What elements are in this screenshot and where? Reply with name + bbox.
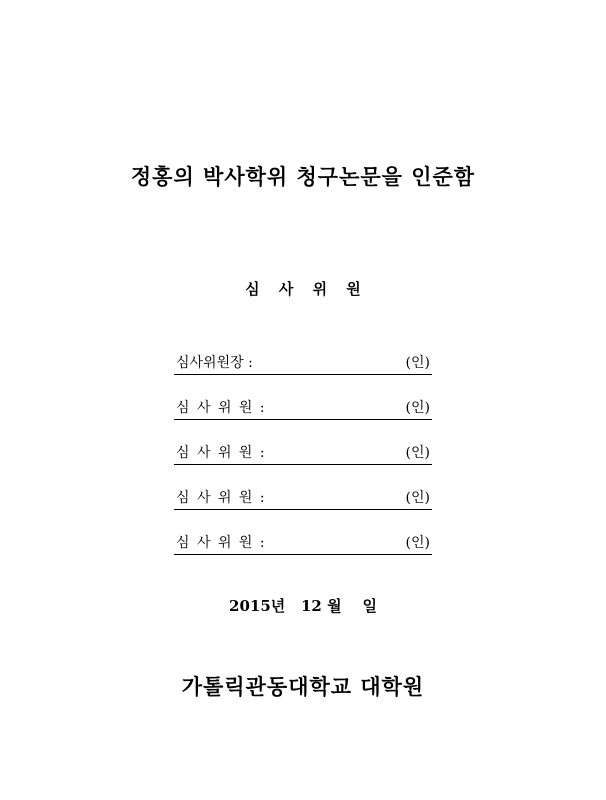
seal-mark: (인)	[405, 355, 430, 371]
university-name: 가톨릭관동대학교 대학원	[181, 674, 425, 699]
approval-date	[0, 595, 606, 617]
seal-mark: (인)	[405, 535, 430, 551]
signature-label: 심사위원장 :	[176, 355, 253, 371]
date-month-unit: 월	[327, 597, 342, 615]
signature-line-member-4	[174, 532, 432, 555]
signature-label: 심 사 위 원 :	[176, 445, 265, 461]
signature-label: 심 사 위 원 :	[176, 535, 265, 551]
signature-line-member-3	[174, 487, 432, 510]
date-year: 2015년	[229, 597, 286, 615]
committee-heading: 심 사 위 원	[245, 280, 361, 298]
signature-line-member-2	[174, 442, 432, 465]
seal-mark: (인)	[405, 490, 430, 506]
thesis-approval-title: 정홍의 박사학위 청구논문을 인준함	[130, 164, 476, 189]
date-day-unit: 일	[362, 597, 377, 615]
signature-line-member-1	[174, 397, 432, 420]
seal-mark: (인)	[405, 400, 430, 416]
signature-line-chair	[174, 352, 432, 375]
date-month-number: 12	[300, 597, 322, 615]
signature-label: 심 사 위 원 :	[176, 400, 265, 416]
signature-label: 심 사 위 원 :	[176, 490, 265, 506]
seal-mark: (인)	[405, 445, 430, 461]
